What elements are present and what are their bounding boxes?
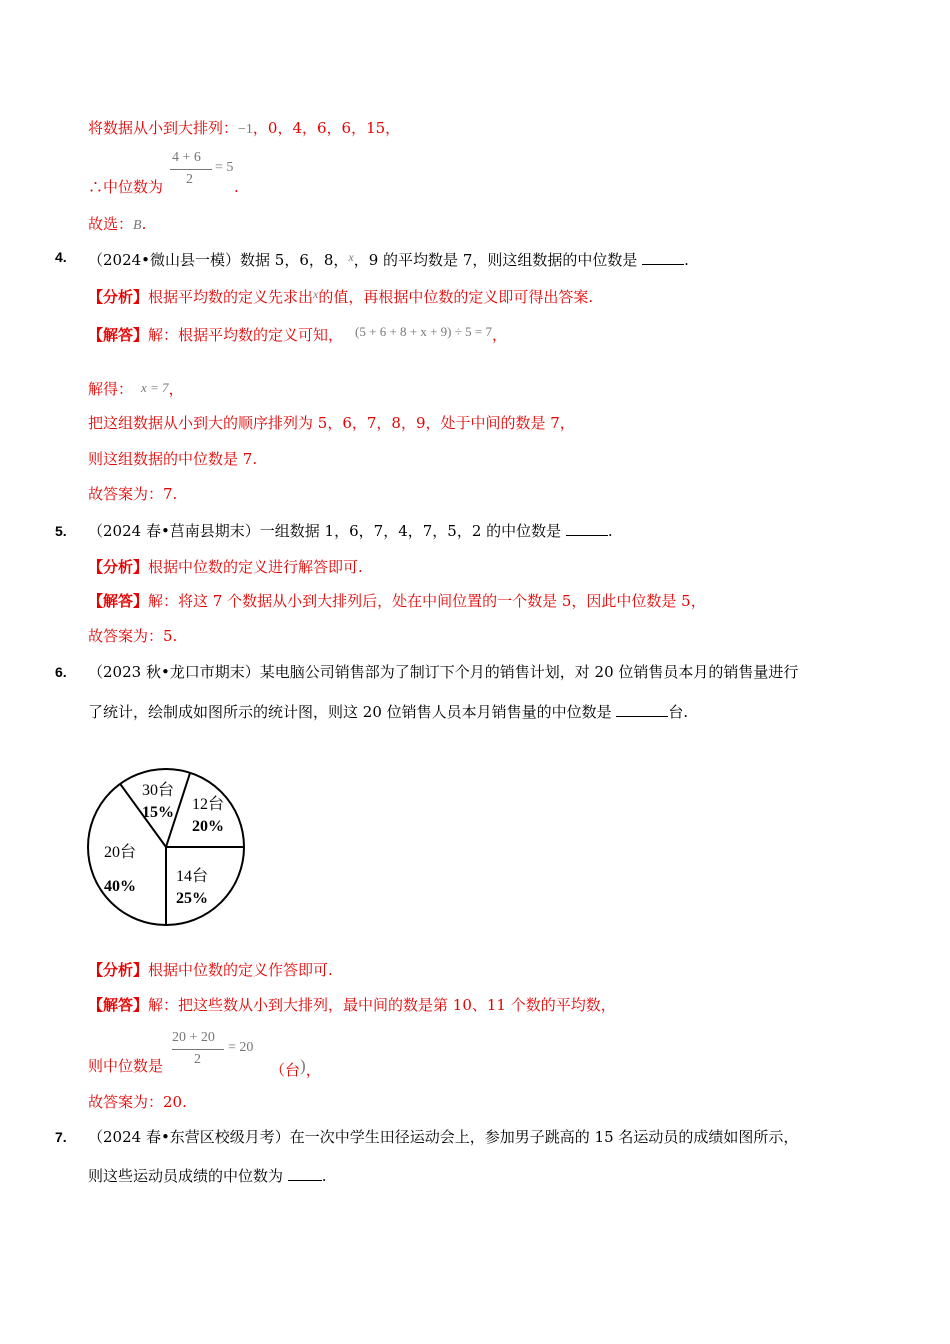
q6-number: 6. [55,664,67,680]
q4-number: 4. [55,249,67,265]
q4-answer-blank[interactable] [642,250,684,265]
q6-median-unit: （台)， [270,1056,321,1079]
choice-line: 故选：B. [88,215,147,233]
q6-final: 故答案为：20. [88,1093,187,1111]
q6-text-line1: （2023 秋•龙口市期末）某电脑公司销售部为了制订下个月的销售计划，对 20 位销售员本月的销售量进行 [88,663,799,681]
q6-analysis: 【分析】根据中位数的定义作答即可. [88,961,333,979]
q4-text: （2024•微山县一模）数据 5，6，8，$^x$，9 的平均数是 7，则这组数据的中位数是 . [88,250,689,269]
q4-median: 则这组数据的中位数是 7. [88,450,258,468]
q5-final: 故答案为：5. [88,627,178,645]
median-fraction: 4 + 6 2 = 5 [172,150,234,187]
q6-median: 则中位数是 [88,1057,164,1075]
q4-final: 故答案为：7. [88,485,178,503]
q5-number: 5. [55,523,67,539]
sort-line: 将数据从小到大排列：−1，0，4，6，6，15， [88,119,401,137]
q6-answer-blank[interactable] [616,702,668,717]
pie-percent-2: 40% [104,878,136,895]
q4-analysis: 【分析】根据平均数的定义先求出$^x$的值，再根据中位数的定义即可得出答案. [88,287,594,306]
q7-text-line2: 则这些运动员成绩的中位数为 . [88,1167,327,1185]
q7-number: 7. [55,1129,67,1145]
pie-percent-0: 20% [192,818,224,835]
q5-answer: 【解答】解：将这 7 个数据从小到大排列后，处在中间位置的一个数是 5，因此中位数是 5， [88,592,706,610]
pie-percent-3: 15% [142,804,174,821]
pie-label-1: 14台 [175,868,209,885]
q5-answer-blank[interactable] [566,521,608,536]
q4-solve: 解得： x = 7， [88,380,184,398]
sales-pie-chart [84,762,254,932]
q5-text: （2024 春•莒南县期末）一组数据 1，6，7，4，7，5，2 的中位数是 . [88,522,613,540]
q6-text-line2: 了统计，绘制成如图所示的统计图，则这 20 位销售人员本月销售量的中位数是 台. [88,703,689,721]
q5-analysis: 【分析】根据中位数的定义进行解答即可. [88,558,363,576]
q4-answer: 【解答】解：根据平均数的定义可知， (5 + 6 + 8 + x + 9) ÷ 5 = 7， [88,324,507,344]
median-line-end: . [234,178,239,196]
pie-label-2: 20台 [103,844,137,861]
pie-label-0: 12台 [191,796,225,813]
median-line: ∴中位数为 [88,178,164,196]
q7-answer-blank[interactable] [288,1166,322,1181]
q4-sort: 把这组数据从小到大的顺序排列为 5，6，7，8，9，处于中间的数是 7， [88,414,575,432]
q6-median-fraction: 20 + 20 2 = 20 [172,1030,254,1067]
q6-answer: 【解答】解：把这些数从小到大排列，最中间的数是第 10、11 个数的平均数， [88,996,616,1014]
pie-percent-1: 25% [176,890,208,907]
q7-text-line1: （2024 春•东营区校级月考）在一次中学生田径运动会上，参加男子跳高的 15 名运动员的成绩如图所示， [88,1128,799,1146]
pie-label-3: 30台 [141,782,175,799]
